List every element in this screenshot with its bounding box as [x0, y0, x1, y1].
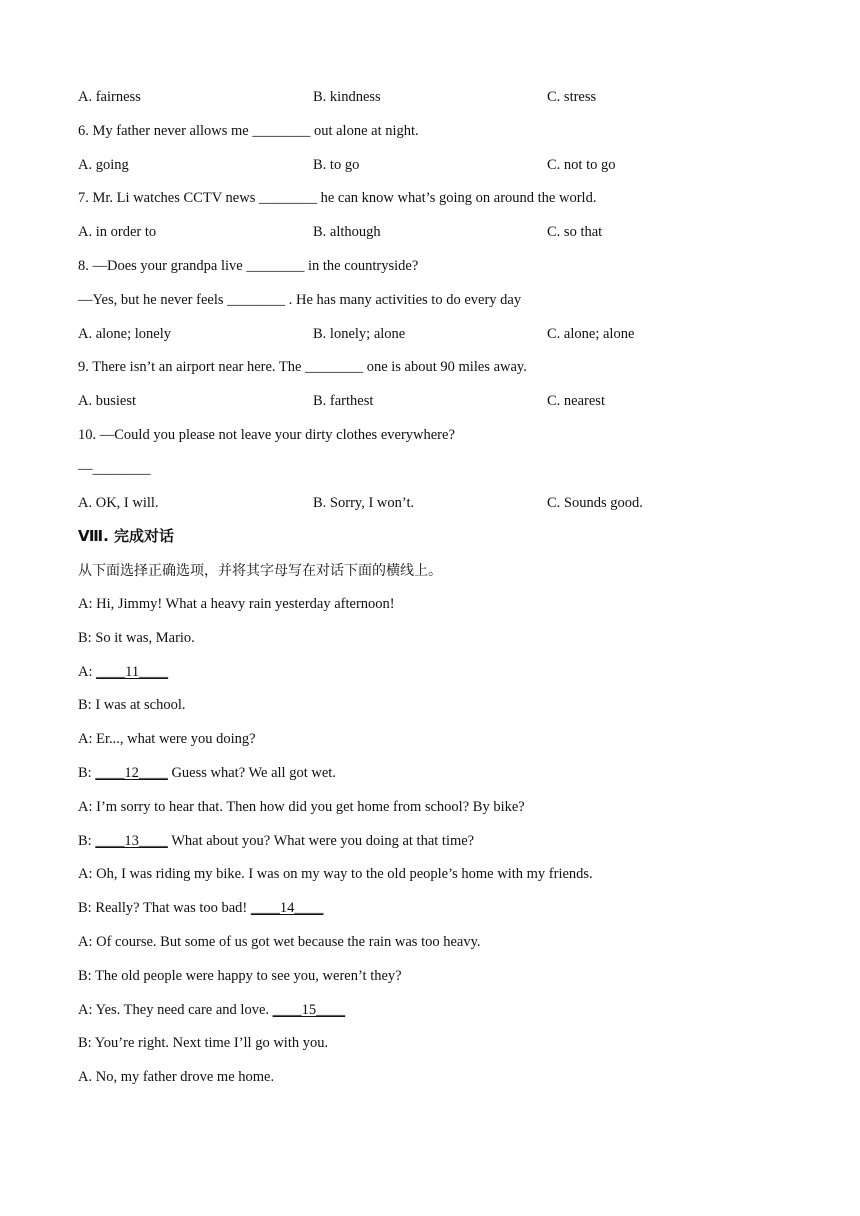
section-instruction: 从下面选择正确选项，并将其字母写在对话下面的横线上。: [78, 563, 442, 579]
dialogue-line-4: B: I was at school.: [78, 697, 186, 713]
answer-blank-14: ____14____: [250, 900, 324, 916]
answer-blank-11: ____11____: [96, 664, 169, 680]
dialogue-line-6: [78, 764, 336, 782]
q8-option-a: A. alone; lonely: [78, 326, 172, 342]
q9-option-b: B. farthest: [313, 393, 374, 409]
q9-question: 9. There isn’t an airport near here. The ________ one is about 90 miles away.: [78, 359, 527, 375]
speaker-prefix: B:: [78, 833, 96, 849]
q5-option-c: C. stress: [547, 89, 597, 105]
q8-question: 8. —Does your grandpa live ________ in the countryside?: [78, 258, 419, 274]
q6-question: 6. My father never allows me ________ out alone at night.: [78, 123, 419, 139]
q10-option-b: B. Sorry, I won’t.: [313, 495, 415, 511]
dialogue-text: What about you? What were you doing at that time?: [167, 833, 475, 849]
answer-blank-13: ____13____: [95, 833, 168, 849]
q6-option-b: B. to go: [313, 157, 360, 173]
answer-blank-12: ____12____: [95, 765, 168, 781]
dialogue-line-7: A: I’m sorry to hear that. Then how did you get home from school? By bike?: [78, 799, 525, 815]
q9-option-c: C. nearest: [547, 393, 605, 409]
q10-option-a: A. OK, I will.: [78, 495, 159, 511]
dialogue-option-a: A. No, my father drove me home.: [78, 1069, 275, 1085]
dialogue-line-13: [78, 1001, 345, 1019]
speaker-prefix: B:: [78, 765, 96, 781]
dialogue-line-11: A: Of course. But some of us got wet because the rain was too heavy.: [78, 934, 481, 950]
q7-option-c: C. so that: [547, 224, 603, 240]
dialogue-line-10: [78, 899, 323, 917]
dialogue-text: Guess what? We all got wet.: [167, 765, 336, 781]
q10-option-c: C. Sounds good.: [547, 495, 643, 511]
dialogue-line-3: [78, 663, 168, 681]
q10-reply: —________: [78, 461, 151, 477]
q7-option-b: B. although: [313, 224, 381, 240]
dialogue-line-14: B: You’re right. Next time I’ll go with you.: [78, 1035, 329, 1051]
dialogue-line-2: B: So it was, Mario.: [78, 630, 195, 646]
dialogue-line-5: A: Er..., what were you doing?: [78, 731, 256, 747]
q9-option-a: A. busiest: [78, 393, 136, 409]
q7-option-a: A. in order to: [78, 224, 157, 240]
speaker-prefix: A:: [78, 664, 97, 680]
dialogue-line-1: A: Hi, Jimmy! What a heavy rain yesterday afternoon!: [78, 596, 395, 612]
answer-blank-15: ____15____: [272, 1002, 346, 1018]
q6-option-c: C. not to go: [547, 157, 616, 173]
q5-option-a: A. fairness: [78, 89, 141, 105]
q8-option-b: B. lonely; alone: [313, 326, 406, 342]
q8-reply: —Yes, but he never feels ________ . He has many activities to do every day: [78, 292, 522, 308]
dialogue-line-12: B: The old people were happy to see you, weren’t they?: [78, 968, 402, 984]
section-heading: Ⅷ. 完成对话: [78, 527, 175, 545]
q7-question: 7. Mr. Li watches CCTV news ________ he can know what’s going on around the world.: [78, 190, 597, 206]
q6-option-a: A. going: [78, 157, 129, 173]
q8-option-c: C. alone; alone: [547, 326, 635, 342]
dialogue-line-8: [78, 832, 474, 850]
dialogue-text: A: Yes. They need care and love.: [78, 1002, 273, 1018]
q5-option-b: B. kindness: [313, 89, 381, 105]
q10-question: 10. —Could you please not leave your dirty clothes everywhere?: [78, 427, 455, 443]
dialogue-text: B: Really? That was too bad!: [78, 900, 251, 916]
dialogue-line-9: A: Oh, I was riding my bike. I was on my way to the old people’s home with my friends.: [78, 866, 593, 882]
